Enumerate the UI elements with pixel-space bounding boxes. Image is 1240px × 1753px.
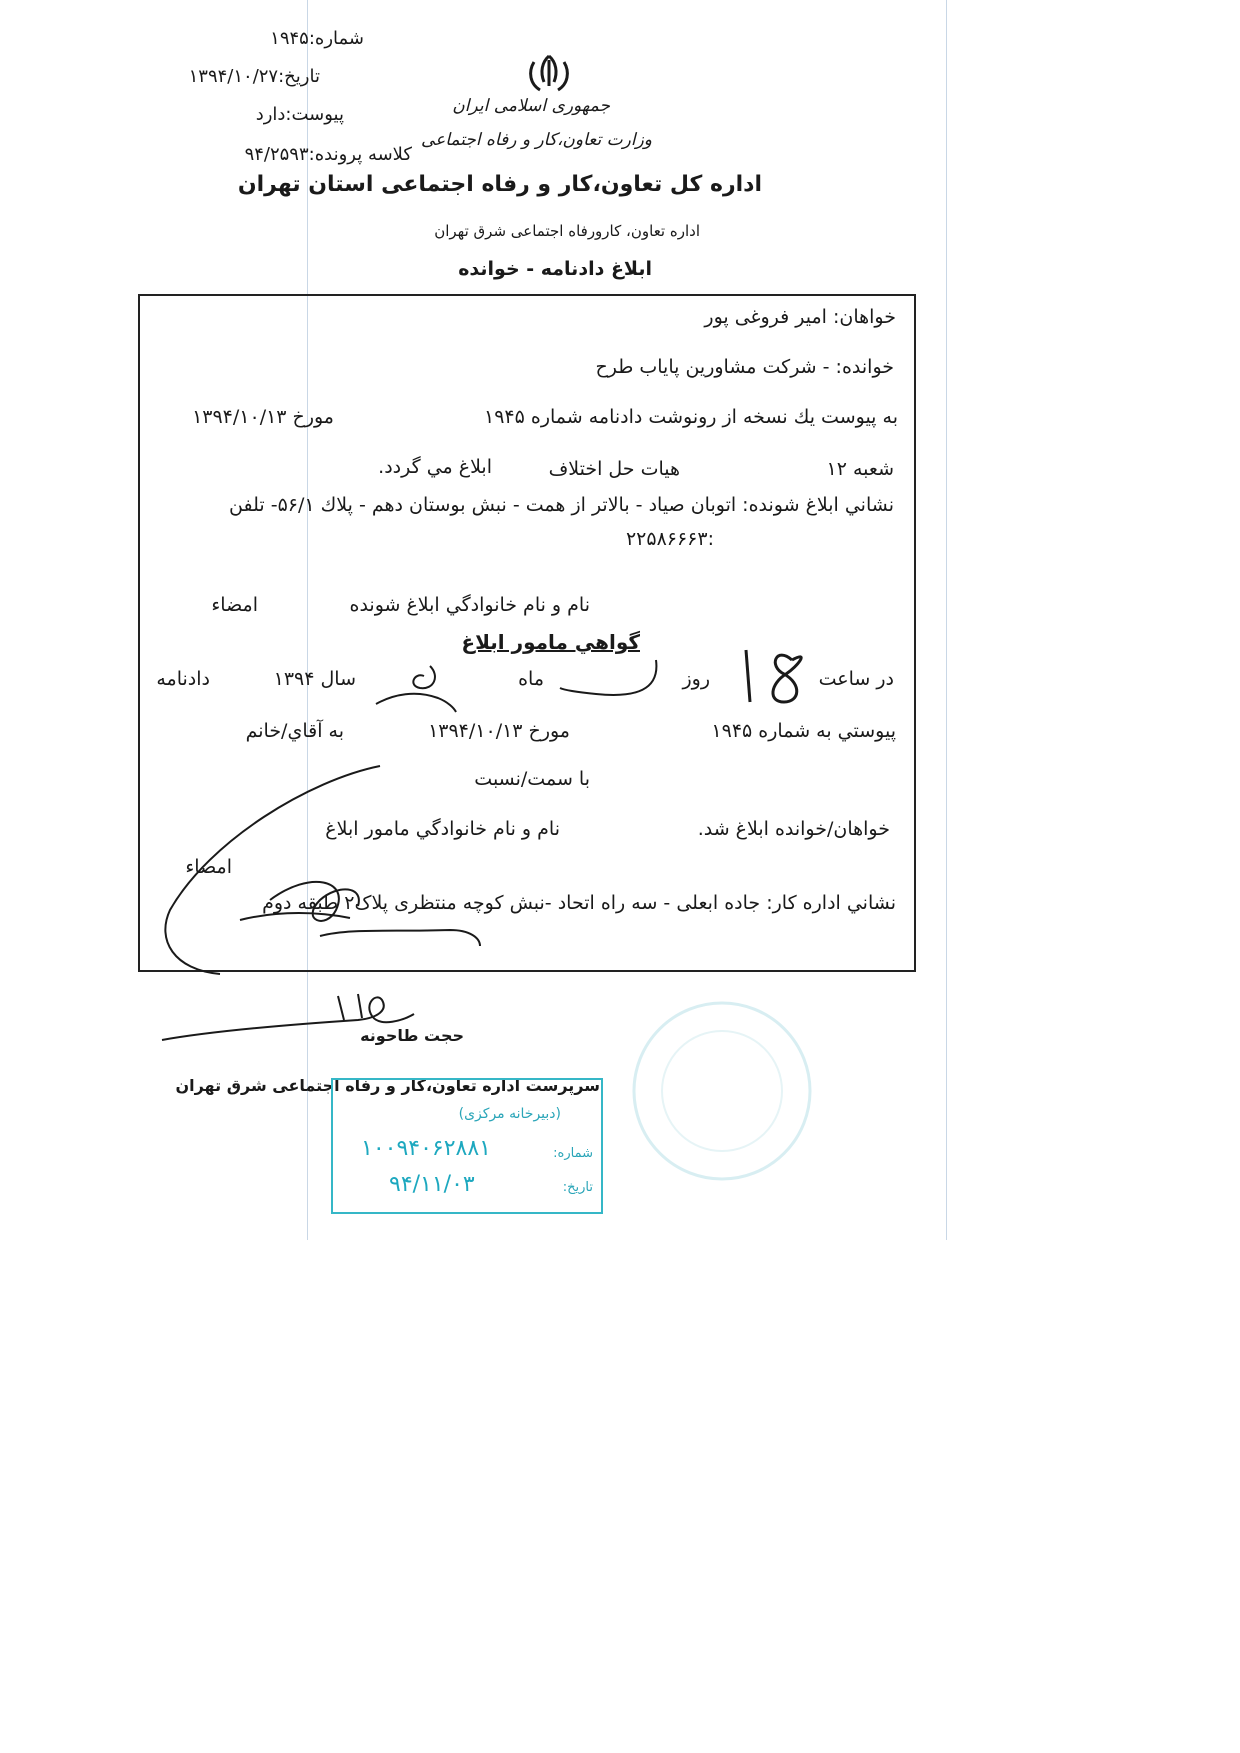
at-hour-label: در ساعت bbox=[818, 668, 894, 690]
defendant-field: خوانده: - شرکت مشاورین پایاب طرح bbox=[595, 356, 894, 378]
iran-emblem-icon bbox=[524, 52, 574, 96]
recipient-address: نشاني ابلاغ شونده: اتوبان صیاد - بالاتر از همت - نبش بوستان دهم - پلاك ۵۶/۱- تلفن bbox=[229, 494, 894, 516]
stamp-number-label: شماره: bbox=[553, 1146, 593, 1161]
notified-text: ابلاغ مي گردد. bbox=[378, 456, 492, 478]
emblem-country: جمهوری اسلامی ایران bbox=[452, 96, 610, 116]
org-subtitle: اداره تعاون، کارورفاه اجتماعی شرق تهران bbox=[434, 222, 700, 240]
office-address: نشاني اداره كار: جاده ابعلی - سه راه اتحاد -نبش کوچه منتظری پلاک۲ طبقه دوم bbox=[262, 892, 896, 914]
letter-date: تاریخ:۱۳۹۴/۱۰/۲۷ bbox=[188, 66, 320, 87]
handwritten-month bbox=[370, 660, 460, 716]
to-mr-ms-label: به آقاي/خانم bbox=[245, 720, 344, 742]
plaintiff-field: خواهان: امیر فروغی پور bbox=[704, 306, 896, 328]
certificate-title: گواهي مامور ابلاغ bbox=[461, 630, 640, 654]
stamp-number: ۱۰۰۹۴۰۶۲۸۸۱ bbox=[361, 1136, 491, 1161]
branch-number: شعبه ۱۲ bbox=[826, 458, 894, 480]
attached-copy-line: به پیوست یك نسخه از رونوشت دادنامه شماره ۱۹۴۵ bbox=[484, 406, 898, 428]
document-title: ابلاغ دادنامه - خوانده bbox=[458, 258, 652, 280]
emblem-ministry: وزارت تعاون،کار و رفاه اجتماعی bbox=[420, 130, 652, 150]
stamp-head: (دبیرخانه مرکزی) bbox=[458, 1106, 561, 1122]
signer-title: سرپرست اداره تعاون،کار و رفاه اجتماعی شرق تهران bbox=[175, 1076, 600, 1095]
officer-signature-icon bbox=[150, 760, 510, 990]
file-class: کلاسه پرونده:۹۴/۲۵۹۳ bbox=[244, 144, 412, 165]
month-label: ماه bbox=[518, 668, 544, 690]
round-seal-icon bbox=[622, 996, 822, 1186]
position-label: با سمت/نسبت bbox=[474, 768, 590, 790]
recipient-phone: :۲۲۵۸۶۶۶۳ bbox=[625, 528, 714, 550]
dispute-board: هیات حل اختلاف bbox=[548, 458, 680, 480]
officer-name-label: نام و نام خانوادگي مامور ابلاغ bbox=[325, 818, 560, 840]
plaintiff-defendant-notified: خواهان/خوانده ابلاغ شد. bbox=[697, 818, 890, 840]
recipient-signature-label: امضاء bbox=[211, 594, 258, 616]
verdict-date: مورخ ۱۳۹۴/۱۰/۱۳ bbox=[192, 406, 334, 428]
signer-name: حجت طاحونه bbox=[360, 1026, 464, 1045]
letter-number: شماره:۱۹۴۵ bbox=[270, 28, 364, 49]
receipt-stamp bbox=[331, 1078, 603, 1214]
year-label: سال ۱۳۹۴ bbox=[273, 668, 356, 690]
day-label: روز bbox=[682, 668, 710, 690]
verdict-label: دادنامه bbox=[156, 668, 210, 690]
recipient-name-label: نام و نام خانوادگي ابلاغ شونده bbox=[349, 594, 590, 616]
officer-signature-label: امضاء bbox=[185, 856, 232, 878]
handwritten-day bbox=[556, 650, 666, 710]
attach-date: مورخ ۱۳۹۴/۱۰/۱۳ bbox=[428, 720, 570, 742]
org-title: اداره کل تعاون،کار و رفاه اجتماعی استان تهران bbox=[237, 172, 762, 197]
stamp-date-label: تاریخ: bbox=[562, 1180, 593, 1195]
handwritten-hour bbox=[726, 640, 836, 710]
letter-attachment: پیوست:دارد bbox=[255, 104, 344, 125]
scan-line bbox=[946, 0, 947, 1240]
attach-number-line: پیوستي به شماره ۱۹۴۵ bbox=[711, 720, 896, 742]
stamp-date: ۹۴/۱۱/۰۳ bbox=[389, 1172, 475, 1197]
